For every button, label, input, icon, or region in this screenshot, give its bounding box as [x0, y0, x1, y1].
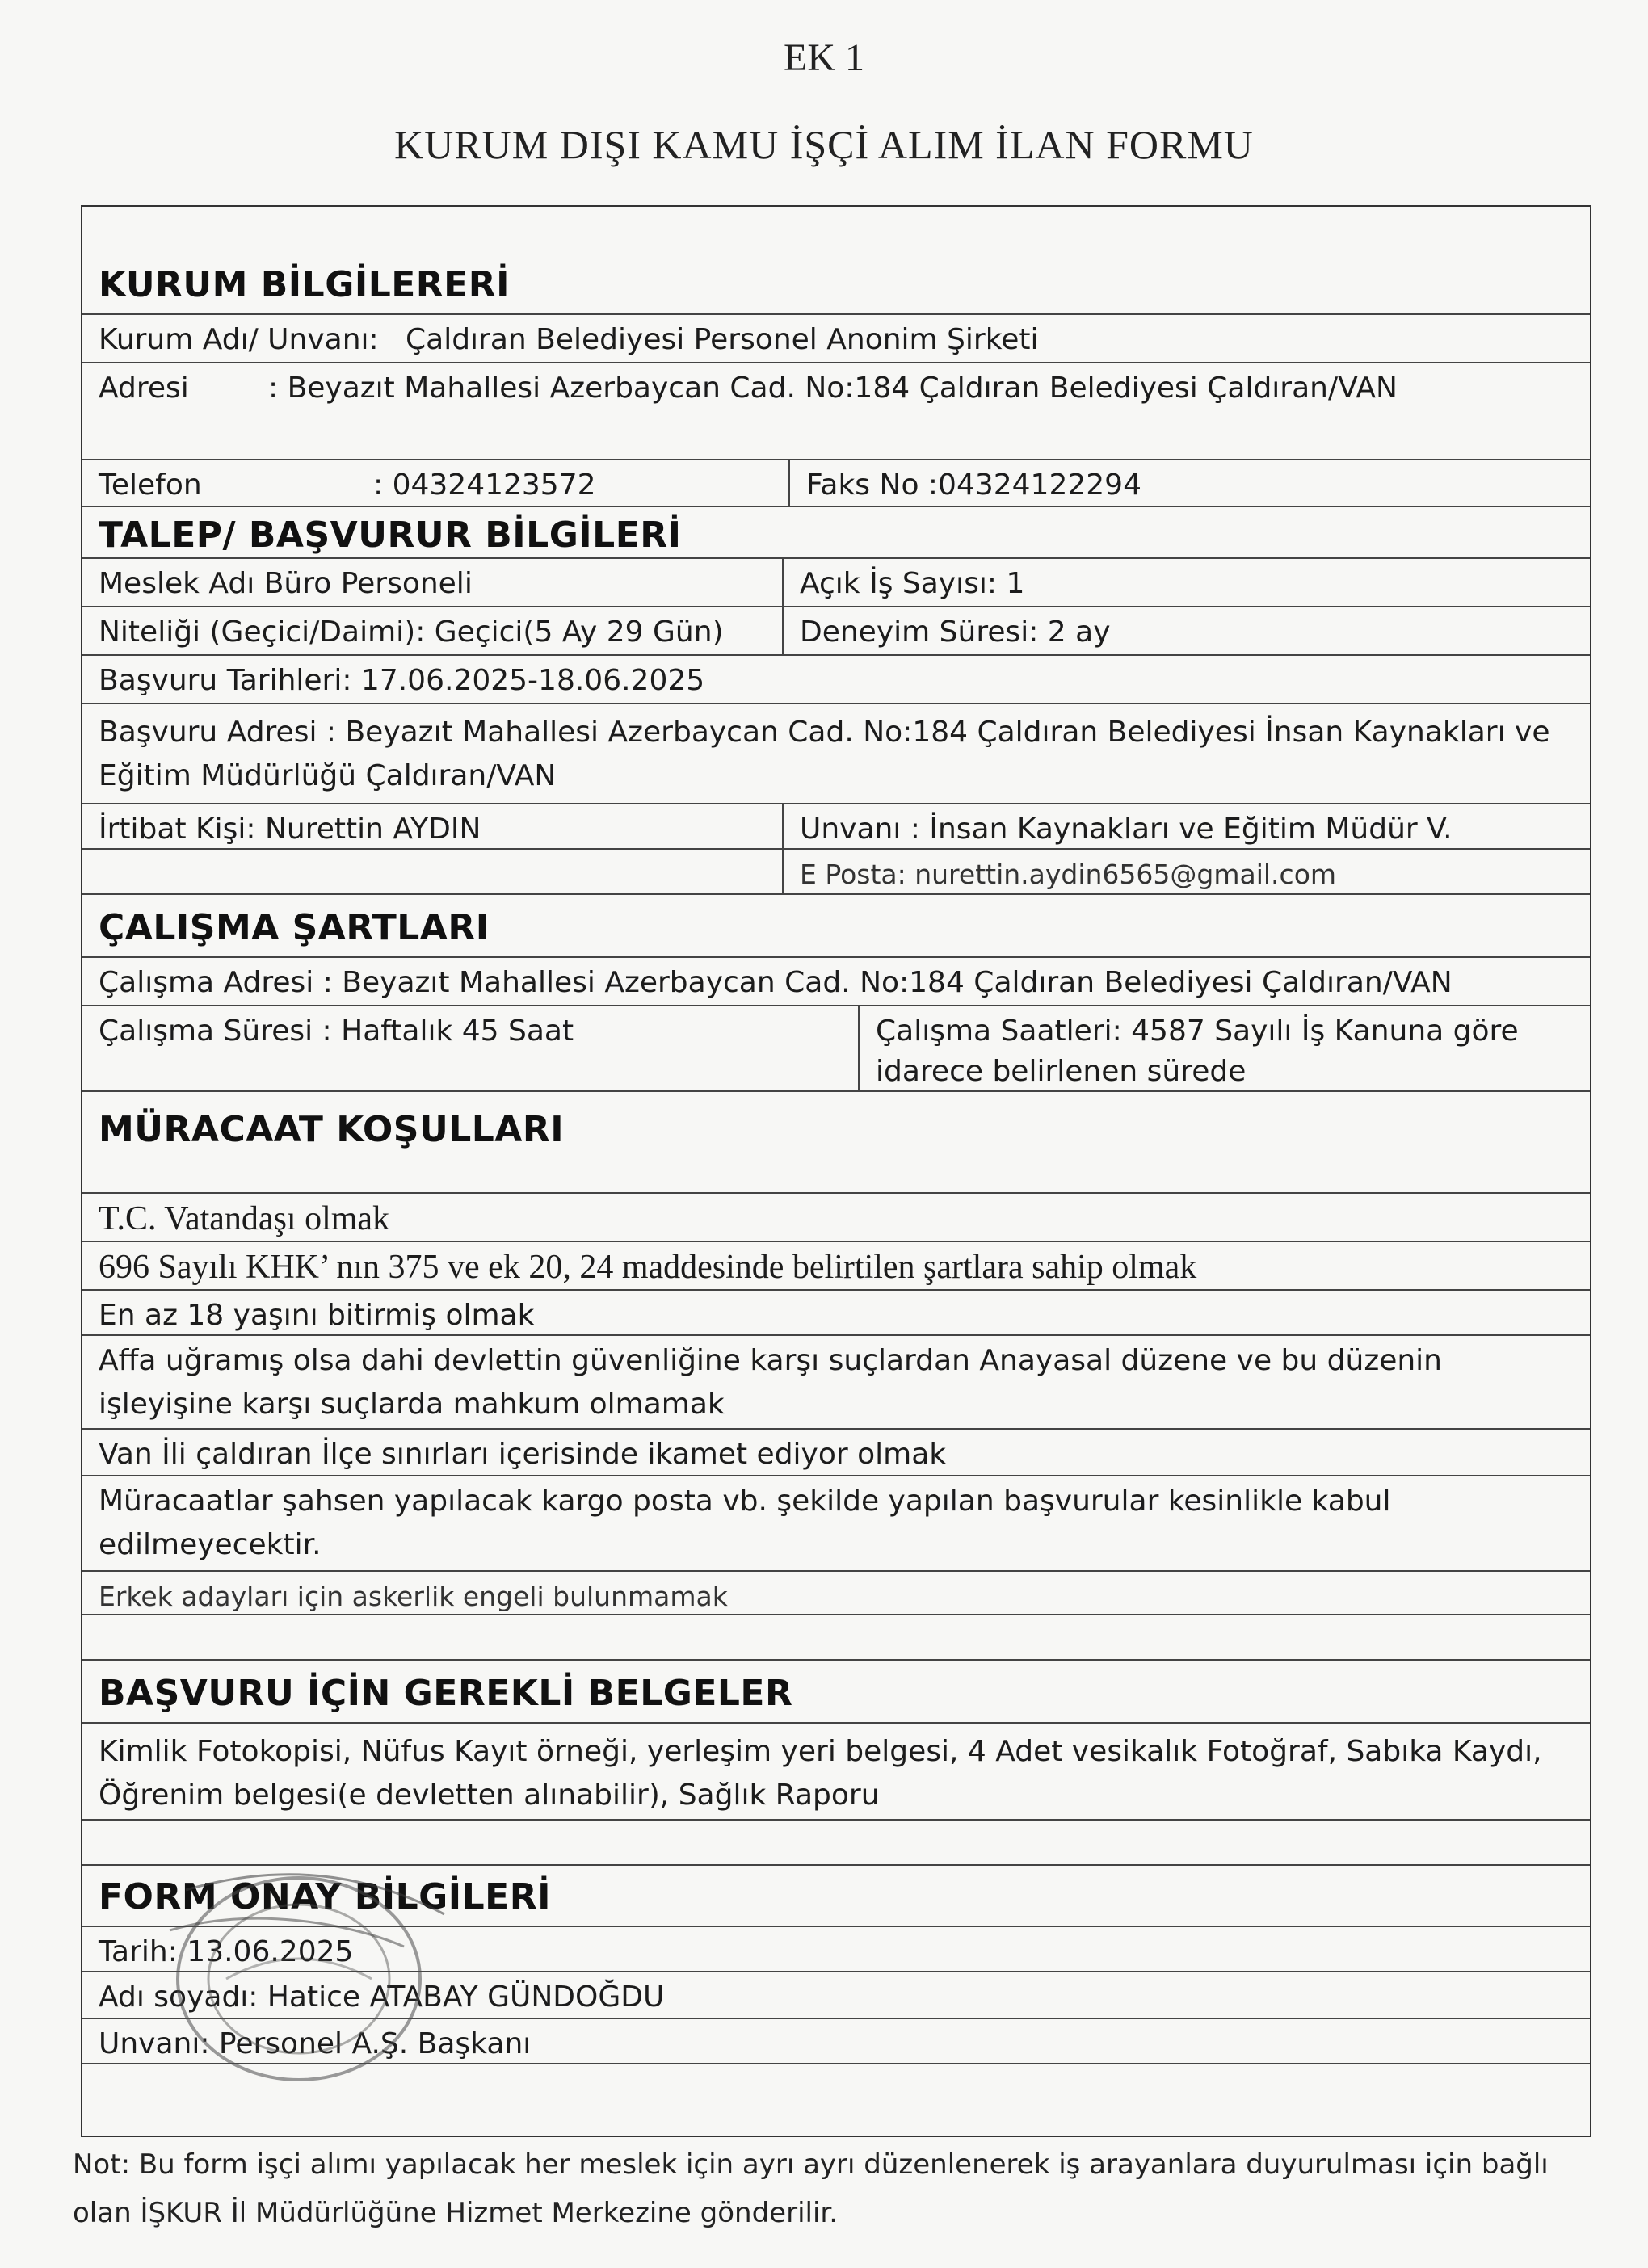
- job-nature: Niteliği (Geçici/Daimi): Geçici(5 Ay 29 Gün): [99, 615, 724, 649]
- list-item: [82, 1572, 1590, 1615]
- institution-heading-row: [82, 246, 1590, 315]
- empty-cell: [82, 850, 782, 893]
- approval-date-row: [82, 1927, 1590, 1972]
- institution-name-label: Kurum Adı/ Unvanı:: [99, 323, 379, 356]
- approval-heading-row: [82, 1866, 1590, 1927]
- list-item: [82, 1476, 1590, 1572]
- work-duration: Çalışma Süresi : Haftalık 45 Saat: [99, 1014, 574, 1048]
- work-address-row: [82, 958, 1590, 1006]
- empty-row: [82, 1821, 1590, 1866]
- approver-name-row: [82, 1972, 1590, 2019]
- application-conditions-heading: MÜRACAAT KOŞULLARI: [99, 1109, 565, 1150]
- open-positions: Açık İş Sayısı: 1: [782, 559, 1590, 606]
- institution-name-value: Çaldıran Belediyesi Personel Anonim Şirketi: [406, 323, 1039, 356]
- applicant-heading-row: [82, 507, 1590, 559]
- phone-value: : 04324123572: [373, 468, 596, 502]
- empty-row: [82, 2064, 1590, 2137]
- application-dates-row: [82, 656, 1590, 704]
- fax-number: Faks No :04324122294: [788, 460, 1590, 506]
- application-address-row: [82, 704, 1590, 804]
- condition-khk: 696 Sayılı KHK’ nın 375 ve ek 20, 24 maddesinde belirtilen şartlara sahip olmak: [99, 1249, 1197, 1286]
- appendix-label: EK 1: [784, 36, 864, 79]
- condition-military: Erkek adayları için askerlik engeli bulunmamak: [99, 1581, 728, 1612]
- institution-address-row: [82, 363, 1590, 460]
- documents-row: [82, 1724, 1590, 1821]
- announcement-form: [81, 205, 1591, 2137]
- approver-title: Unvanı: Personel A.Ş. Başkanı: [99, 2027, 532, 2060]
- phone-label: Telefon: [99, 468, 202, 502]
- experience-period: Deneyim Süresi: 2 ay: [782, 607, 1590, 654]
- application-address: Başvuru Adresi : Beyazıt Mahallesi Azerbaycan Cad. No:184 Çaldıran Belediyesi İnsan Kaynakları ve Eğitim Müdürlüğü Çaldıran/VAN: [99, 716, 1550, 792]
- contact-row: [82, 804, 1590, 850]
- work-hours: Çalışma Saatleri: 4587 Sayılı İş Kanuna göre idarece belirlenen sürede: [858, 1006, 1590, 1090]
- contact-email: E Posta: nurettin.aydin6565@gmail.com: [782, 850, 1590, 893]
- applicant-heading: TALEP/ BAŞVURUR BİLGİLERİ: [99, 514, 682, 556]
- documents-heading: BAŞVURU İÇİN GEREKLİ BELGELER: [99, 1673, 793, 1714]
- footnote: Not: Bu form işçi alımı yapılacak her meslek için ayrı ayrı düzenlenerek iş arayanlara duyurulması için bağlı olan İŞKUR İl Müdürlüğüne Hizmet Merkezine gönderilir.: [73, 2148, 1549, 2229]
- contact-person: İrtibat Kişi: Nurettin AYDIN: [99, 813, 481, 846]
- list-item: [82, 1291, 1590, 1336]
- approval-date: Tarih: 13.06.2025: [99, 1935, 354, 1968]
- approver-title-row: [82, 2019, 1590, 2064]
- institution-address-value: : Beyazıt Mahallesi Azerbaycan Cad. No:184 Çaldıran Belediyesi Çaldıran/VAN: [268, 372, 1398, 405]
- list-item: [82, 1336, 1590, 1430]
- approval-heading: FORM ONAY BİLGİLERİ: [99, 1876, 551, 1917]
- phone-fax-row: [82, 460, 1590, 507]
- condition-criminal-record: Affa uğramış olsa dahi devlettin güvenliğine karşı suçlardan Anayasal düzene ve bu düzenin işleyişine karşı suçlarda mahkum olmamak: [99, 1344, 1442, 1421]
- list-item: [82, 1242, 1590, 1291]
- institution-name-row: [82, 315, 1590, 363]
- approver-name: Adı soyadı: Hatice ATABAY GÜNDOĞDU: [99, 1980, 665, 2014]
- condition-citizenship: T.C. Vatandaşı olmak: [99, 1200, 390, 1237]
- application-conditions-heading-row: [82, 1092, 1590, 1194]
- condition-age: En az 18 yaşını bitirmiş olmak: [99, 1299, 535, 1332]
- institution-address-label: Adresi: [99, 372, 189, 405]
- condition-in-person: Müracaatlar şahsen yapılacak kargo posta vb. şekilde yapılan başvurular kesinlikle kabul edilmeyecektir.: [99, 1485, 1391, 1561]
- documents-heading-row: [82, 1661, 1590, 1724]
- documents-list: Kimlik Fotokopisi, Nüfus Kayıt örneği, yerleşim yeri belgesi, 4 Adet vesikalık Fotoğraf, Sabıka Kaydı, Öğrenim belgesi(e devletten alınabilir), Sağlık Raporu: [99, 1735, 1542, 1812]
- working-conditions-heading-row: [82, 895, 1590, 958]
- occupation-name: Meslek Adı Büro Personeli: [99, 567, 473, 600]
- list-item: [82, 1194, 1590, 1242]
- empty-row: [82, 1615, 1590, 1661]
- list-item: [82, 1430, 1590, 1476]
- application-dates: Başvuru Tarihleri: 17.06.2025-18.06.2025: [99, 664, 705, 697]
- condition-residence: Van İli çaldıran İlçe sınırları içerisinde ikamet ediyor olmak: [99, 1438, 947, 1471]
- nature-row: [82, 607, 1590, 656]
- occupation-row: [82, 559, 1590, 607]
- institution-heading: KURUM BİLGİLERERİ: [99, 264, 510, 305]
- work-duration-row: [82, 1006, 1590, 1092]
- work-address: Çalışma Adresi : Beyazıt Mahallesi Azerbaycan Cad. No:184 Çaldıran Belediyesi Çaldıran/VAN: [99, 966, 1453, 999]
- contact-title: Unvanı : İnsan Kaynakları ve Eğitim Müdür V.: [782, 804, 1590, 848]
- working-conditions-heading: ÇALIŞMA ŞARTLARI: [99, 907, 490, 948]
- email-row: [82, 850, 1590, 895]
- form-title: KURUM DIŞI KAMU İŞÇİ ALIM İLAN FORMU: [394, 122, 1254, 167]
